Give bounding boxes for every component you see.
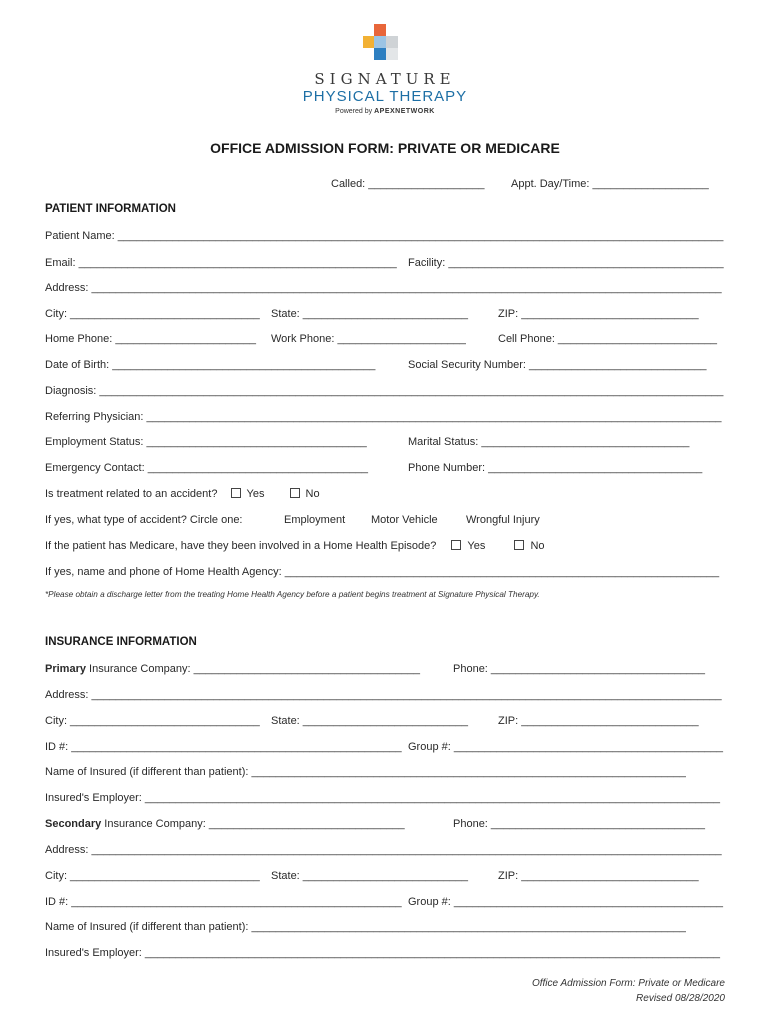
accident-question xyxy=(45,487,320,501)
primary-state-field[interactable]: State: ___________________________ xyxy=(271,715,468,727)
medicare-question xyxy=(45,539,545,553)
secondary-company-text: Insurance Company: ________________________________ xyxy=(101,818,405,830)
primary-label: Primary xyxy=(45,663,86,675)
patient-name-field[interactable]: Patient Name: ___________________________________________________________________________________________________ xyxy=(45,230,724,242)
facility-field[interactable]: Facility: _____________________________________________ xyxy=(408,257,724,269)
medicare-no-checkbox[interactable] xyxy=(514,540,524,550)
footer-revision: Revised 08/28/2020 xyxy=(636,993,725,1004)
secondary-phone-field[interactable]: Phone: ___________________________________ xyxy=(453,818,706,830)
logo-line1: SIGNATURE xyxy=(314,70,456,88)
appt-field[interactable]: Appt. Day/Time: ___________________ xyxy=(511,178,709,190)
accident-type-motor-vehicle[interactable]: Motor Vehicle xyxy=(371,514,438,526)
primary-address-field[interactable]: Address: _______________________________________________________________________________________________________ xyxy=(45,689,722,701)
logo-squares-icon xyxy=(363,24,407,62)
accident-no-label: No xyxy=(305,488,320,500)
email-field[interactable]: Email: ____________________________________________________ xyxy=(45,257,397,269)
accident-type-employment[interactable]: Employment xyxy=(284,514,346,526)
address-field[interactable]: Address: _______________________________________________________________________________________________________ xyxy=(45,282,722,294)
accident-no-checkbox[interactable] xyxy=(290,488,300,498)
ssn-field[interactable]: Social Security Number: _____________________________ xyxy=(408,359,707,371)
primary-city-field[interactable]: City: _______________________________ xyxy=(45,715,260,727)
state-field[interactable]: State: ___________________________ xyxy=(271,308,468,320)
secondary-insured-name-field[interactable]: Name of Insured (if different than patient): _______________________________________________________________________ xyxy=(45,921,686,933)
accident-yes-label: Yes xyxy=(246,488,265,500)
medicare-question-text: If the patient has Medicare, have they been involved in a Home Health Episode? xyxy=(45,540,437,552)
diagnosis-field[interactable]: Diagnosis: ______________________________________________________________________________________________________ xyxy=(45,385,724,397)
network-name: APEXNETWORK xyxy=(374,108,435,115)
logo xyxy=(0,24,770,115)
primary-insured-name-field[interactable]: Name of Insured (if different than patient): _______________________________________________________________________ xyxy=(45,766,686,778)
accident-question-text: Is treatment related to an accident? xyxy=(45,488,218,500)
dob-field[interactable]: Date of Birth: ___________________________________________ xyxy=(45,359,376,371)
primary-company-field[interactable] xyxy=(45,662,420,676)
secondary-address-field[interactable]: Address: _______________________________________________________________________________________________________ xyxy=(45,844,722,856)
primary-phone-field[interactable]: Phone: ___________________________________ xyxy=(453,663,706,675)
secondary-city-field[interactable]: City: _______________________________ xyxy=(45,870,260,882)
secondary-group-field[interactable]: Group #: ____________________________________________ xyxy=(408,896,724,908)
primary-company-text: Insurance Company: _____________________________________ xyxy=(85,663,420,675)
marital-status-field[interactable]: Marital Status: __________________________________ xyxy=(408,436,690,448)
patient-heading: PATIENT INFORMATION xyxy=(45,203,176,215)
home-phone-field[interactable]: Home Phone: _______________________ xyxy=(45,333,257,345)
primary-zip-field[interactable]: ZIP: _____________________________ xyxy=(498,715,699,727)
work-phone-field[interactable]: Work Phone: _____________________ xyxy=(271,333,466,345)
emergency-contact-field[interactable]: Emergency Contact: ____________________________________ xyxy=(45,462,368,474)
called-field[interactable]: Called: ___________________ xyxy=(331,178,485,190)
city-field[interactable]: City: _______________________________ xyxy=(45,308,260,320)
accident-yes-checkbox[interactable] xyxy=(231,488,241,498)
secondary-state-field[interactable]: State: ___________________________ xyxy=(271,870,468,882)
primary-id-field[interactable]: ID #: ______________________________________________________ xyxy=(45,741,402,753)
medicare-yes-checkbox[interactable] xyxy=(451,540,461,550)
secondary-id-field[interactable]: ID #: ______________________________________________________ xyxy=(45,896,402,908)
zip-field[interactable]: ZIP: _____________________________ xyxy=(498,308,699,320)
medicare-no-label: No xyxy=(530,540,545,552)
footer xyxy=(532,976,725,1006)
cell-phone-field[interactable]: Cell Phone: __________________________ xyxy=(498,333,717,345)
logo-powered-by xyxy=(0,108,770,115)
home-health-agency-field[interactable]: If yes, name and phone of Home Health Agency: _______________________________________________________________________ xyxy=(45,566,720,578)
footer-form-name: Office Admission Form: Private or Medicare xyxy=(531,978,725,989)
secondary-zip-field[interactable]: ZIP: _____________________________ xyxy=(498,870,699,882)
medicare-yes-label: Yes xyxy=(467,540,486,552)
referring-physician-field[interactable]: Referring Physician: ______________________________________________________________________________________________ xyxy=(45,411,722,423)
logo-line2: PHYSICAL THERAPY xyxy=(302,88,468,105)
powered-by-text: Powered by xyxy=(335,108,373,115)
employment-status-field[interactable]: Employment Status: ____________________________________ xyxy=(45,436,367,448)
phone-number-field[interactable]: Phone Number: ___________________________________ xyxy=(408,462,703,474)
accident-type-wrongful-injury[interactable]: Wrongful Injury xyxy=(466,514,540,526)
page-title: OFFICE ADMISSION FORM: PRIVATE OR MEDICARE xyxy=(210,140,560,156)
primary-group-field[interactable]: Group #: ____________________________________________ xyxy=(408,741,724,753)
discharge-note: *Please obtain a discharge letter from the treating Home Health Agency before a patient begins treatment at Signature Physical Therapy. xyxy=(45,590,540,599)
secondary-label: Secondary xyxy=(45,818,102,830)
primary-employer-field[interactable]: Insured's Employer: ______________________________________________________________________________________________ xyxy=(45,792,720,804)
secondary-employer-field[interactable]: Insured's Employer: ______________________________________________________________________________________________ xyxy=(45,947,720,959)
insurance-heading: INSURANCE INFORMATION xyxy=(45,636,197,648)
accident-type-question: If yes, what type of accident? Circle one: xyxy=(45,514,243,526)
secondary-company-field[interactable] xyxy=(45,817,405,831)
